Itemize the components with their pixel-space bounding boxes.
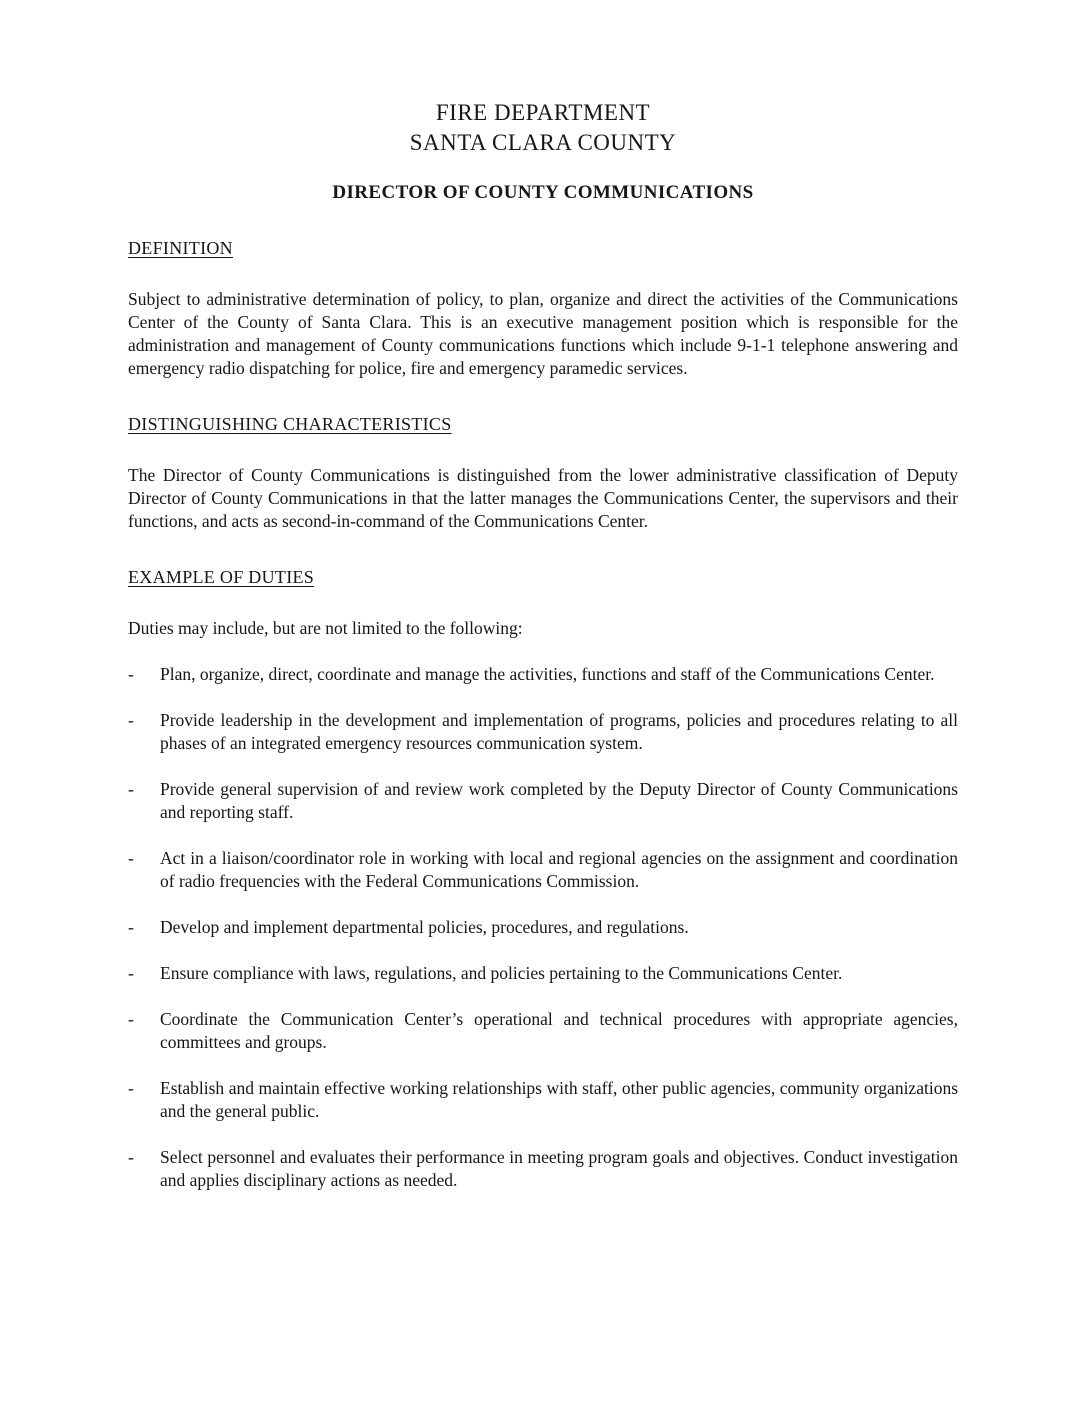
duty-item-text: Ensure compliance with laws, regulations, and policies pertaining to the Communications Center. <box>160 963 843 983</box>
example-of-duties-heading: EXAMPLE OF DUTIES <box>128 567 315 587</box>
duties-bullet-list <box>128 663 958 1192</box>
duty-item-text: Provide leadership in the development and implementation of programs, policies and procedures relating to all phases of an integrated emergency resources communication system. <box>160 710 958 753</box>
duties-intro-paragraph: Duties may include, but are not limited to the following: <box>128 618 523 638</box>
section-example-of-duties <box>128 567 958 1192</box>
bullet-dash-marker: - <box>128 664 134 684</box>
distinguishing-characteristics-paragraph: The Director of County Communications is distinguished from the lower administrative classification of Deputy Director of County Communications in that the latter manages the Communications Center, the supervisors and their functions, and acts as second-in-command of the Communications Center. <box>128 465 958 531</box>
org-title-line2: SANTA CLARA COUNTY <box>409 130 677 155</box>
duty-item <box>128 1077 958 1123</box>
duty-item-text: Coordinate the Communication Center’s operational and technical procedures with appropriate agencies, committees and groups. <box>160 1009 958 1052</box>
duty-item-text: Establish and maintain effective working relationships with staff, other public agencies, community organizations and the general public. <box>160 1078 958 1121</box>
duty-item <box>128 663 958 686</box>
duty-item <box>128 847 958 893</box>
definition-paragraph: Subject to administrative determination of policy, to plan, organize and direct the activities of the Communications Center of the County of Santa Clara. This is an executive management position which is responsible for the administration and management of County communications functions which include 9-1-1 telephone answering and emergency radio dispatching for police, fire and emergency paramedic services. <box>128 289 958 378</box>
duty-item-text: Act in a liaison/coordinator role in working with local and regional agencies on the assignment and coordination of radio frequencies with the Federal Communications Commission. <box>160 848 958 891</box>
duty-item <box>128 1146 958 1192</box>
section-distinguishing-characteristics <box>128 414 958 533</box>
duty-item-text: Plan, organize, direct, coordinate and manage the activities, functions and staff of the Communications Center. <box>160 664 935 684</box>
bullet-dash-marker: - <box>128 779 134 799</box>
duty-item <box>128 709 958 755</box>
bullet-dash-marker: - <box>128 963 134 983</box>
duty-item-text: Select personnel and evaluates their performance in meeting program goals and objectives. Conduct investigation and applies disciplinary actions as needed. <box>160 1147 958 1190</box>
duty-item-text: Provide general supervision of and review work completed by the Deputy Director of County Communications and reporting staff. <box>160 779 958 822</box>
duty-item <box>128 778 958 824</box>
distinguishing-characteristics-heading: DISTINGUISHING CHARACTERISTICS <box>128 414 452 434</box>
duty-item-text: Develop and implement departmental policies, procedures, and regulations. <box>160 917 689 937</box>
bullet-dash-marker: - <box>128 917 134 937</box>
duty-item <box>128 916 958 939</box>
bullet-dash-marker: - <box>128 1147 134 1167</box>
section-definition <box>128 238 958 380</box>
bullet-dash-marker: - <box>128 710 134 730</box>
bullet-dash-marker: - <box>128 1078 134 1098</box>
bullet-dash-marker: - <box>128 848 134 868</box>
org-title-line1: FIRE DEPARTMENT <box>435 100 651 125</box>
duty-item <box>128 1008 958 1054</box>
job-title: DIRECTOR OF COUNTY COMMUNICATIONS <box>332 182 754 203</box>
definition-heading: DEFINITION <box>128 238 233 258</box>
document-header <box>128 98 958 204</box>
duty-item <box>128 962 958 985</box>
bullet-dash-marker: - <box>128 1009 134 1029</box>
